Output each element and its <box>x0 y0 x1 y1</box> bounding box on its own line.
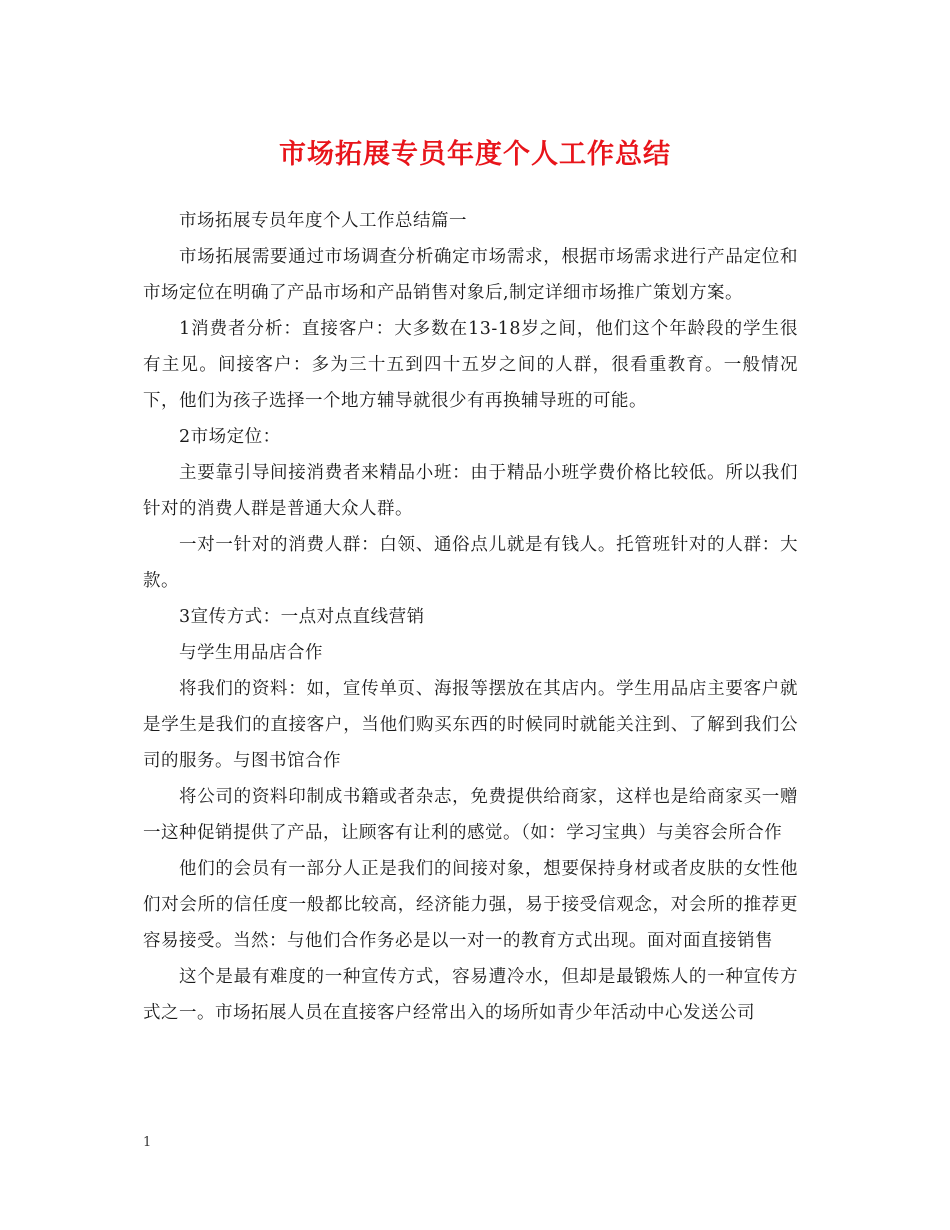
page-number: 1 <box>143 1135 152 1150</box>
paragraph: 3宣传方式：一点对点直线营销 <box>179 607 425 627</box>
paragraph: 将我们的资料：如，宣传单页、海报等摆放在其店内。学生用品店主要客户就是学生是我们的直接客户，当他们购买东西的时候同时就能关注到、了解到我们公司的服务。与图书馆合作 <box>143 679 798 771</box>
document-title: 市场拓展专员年度个人工作总结 <box>279 139 671 170</box>
paragraph: 一对一针对的消费人群：白领、通俗点儿就是有钱人。托管班针对的人群：大款。 <box>143 535 798 591</box>
paragraph: 2市场定位： <box>179 427 281 447</box>
paragraph: 将公司的资料印制成书籍或者杂志，免费提供给商家，这样也是给商家买一赠一这种促销提供了产品，让顾客有让利的感觉。（如：学习宝典）与美容会所合作 <box>143 787 798 843</box>
paragraph: 主要靠引导间接消费者来精品小班：由于精品小班学费价格比较低。所以我们针对的消费人群是普通大众人群。 <box>143 463 798 519</box>
paragraph: 市场拓展需要通过市场调查分析确定市场需求，根据市场需求进行产品定位和市场定位在明确了产品市场和产品销售对象后,制定详细市场推广策划方案。 <box>143 247 798 303</box>
paragraph: 他们的会员有一部分人正是我们的间接对象，想要保持身材或者皮肤的女性他们对会所的信任度一般都比较高，经济能力强，易于接受信观念，对会所的推荐更容易接受。当然：与他们合作务必是以一对一的教育方式出现。面对面直接销售 <box>143 859 798 951</box>
paragraph: 市场拓展专员年度个人工作总结篇一 <box>179 211 467 231</box>
paragraph: 这个是最有难度的一种宣传方式，容易遭冷水，但却是最锻炼人的一种宣传方式之一。市场拓展人员在直接客户经常出入的场所如青少年活动中心发送公司 <box>143 967 798 1023</box>
paragraph: 与学生用品店合作 <box>179 643 323 663</box>
document-body <box>143 203 798 1031</box>
paragraph: 1消费者分析：直接客户：大多数在13-18岁之间，他们这个年龄段的学生很有主见。间接客户：多为三十五到四十五岁之间的人群，很看重教育。一般情况下，他们为孩子选择一个地方辅导就很少有再换辅导班的可能。 <box>143 319 798 411</box>
